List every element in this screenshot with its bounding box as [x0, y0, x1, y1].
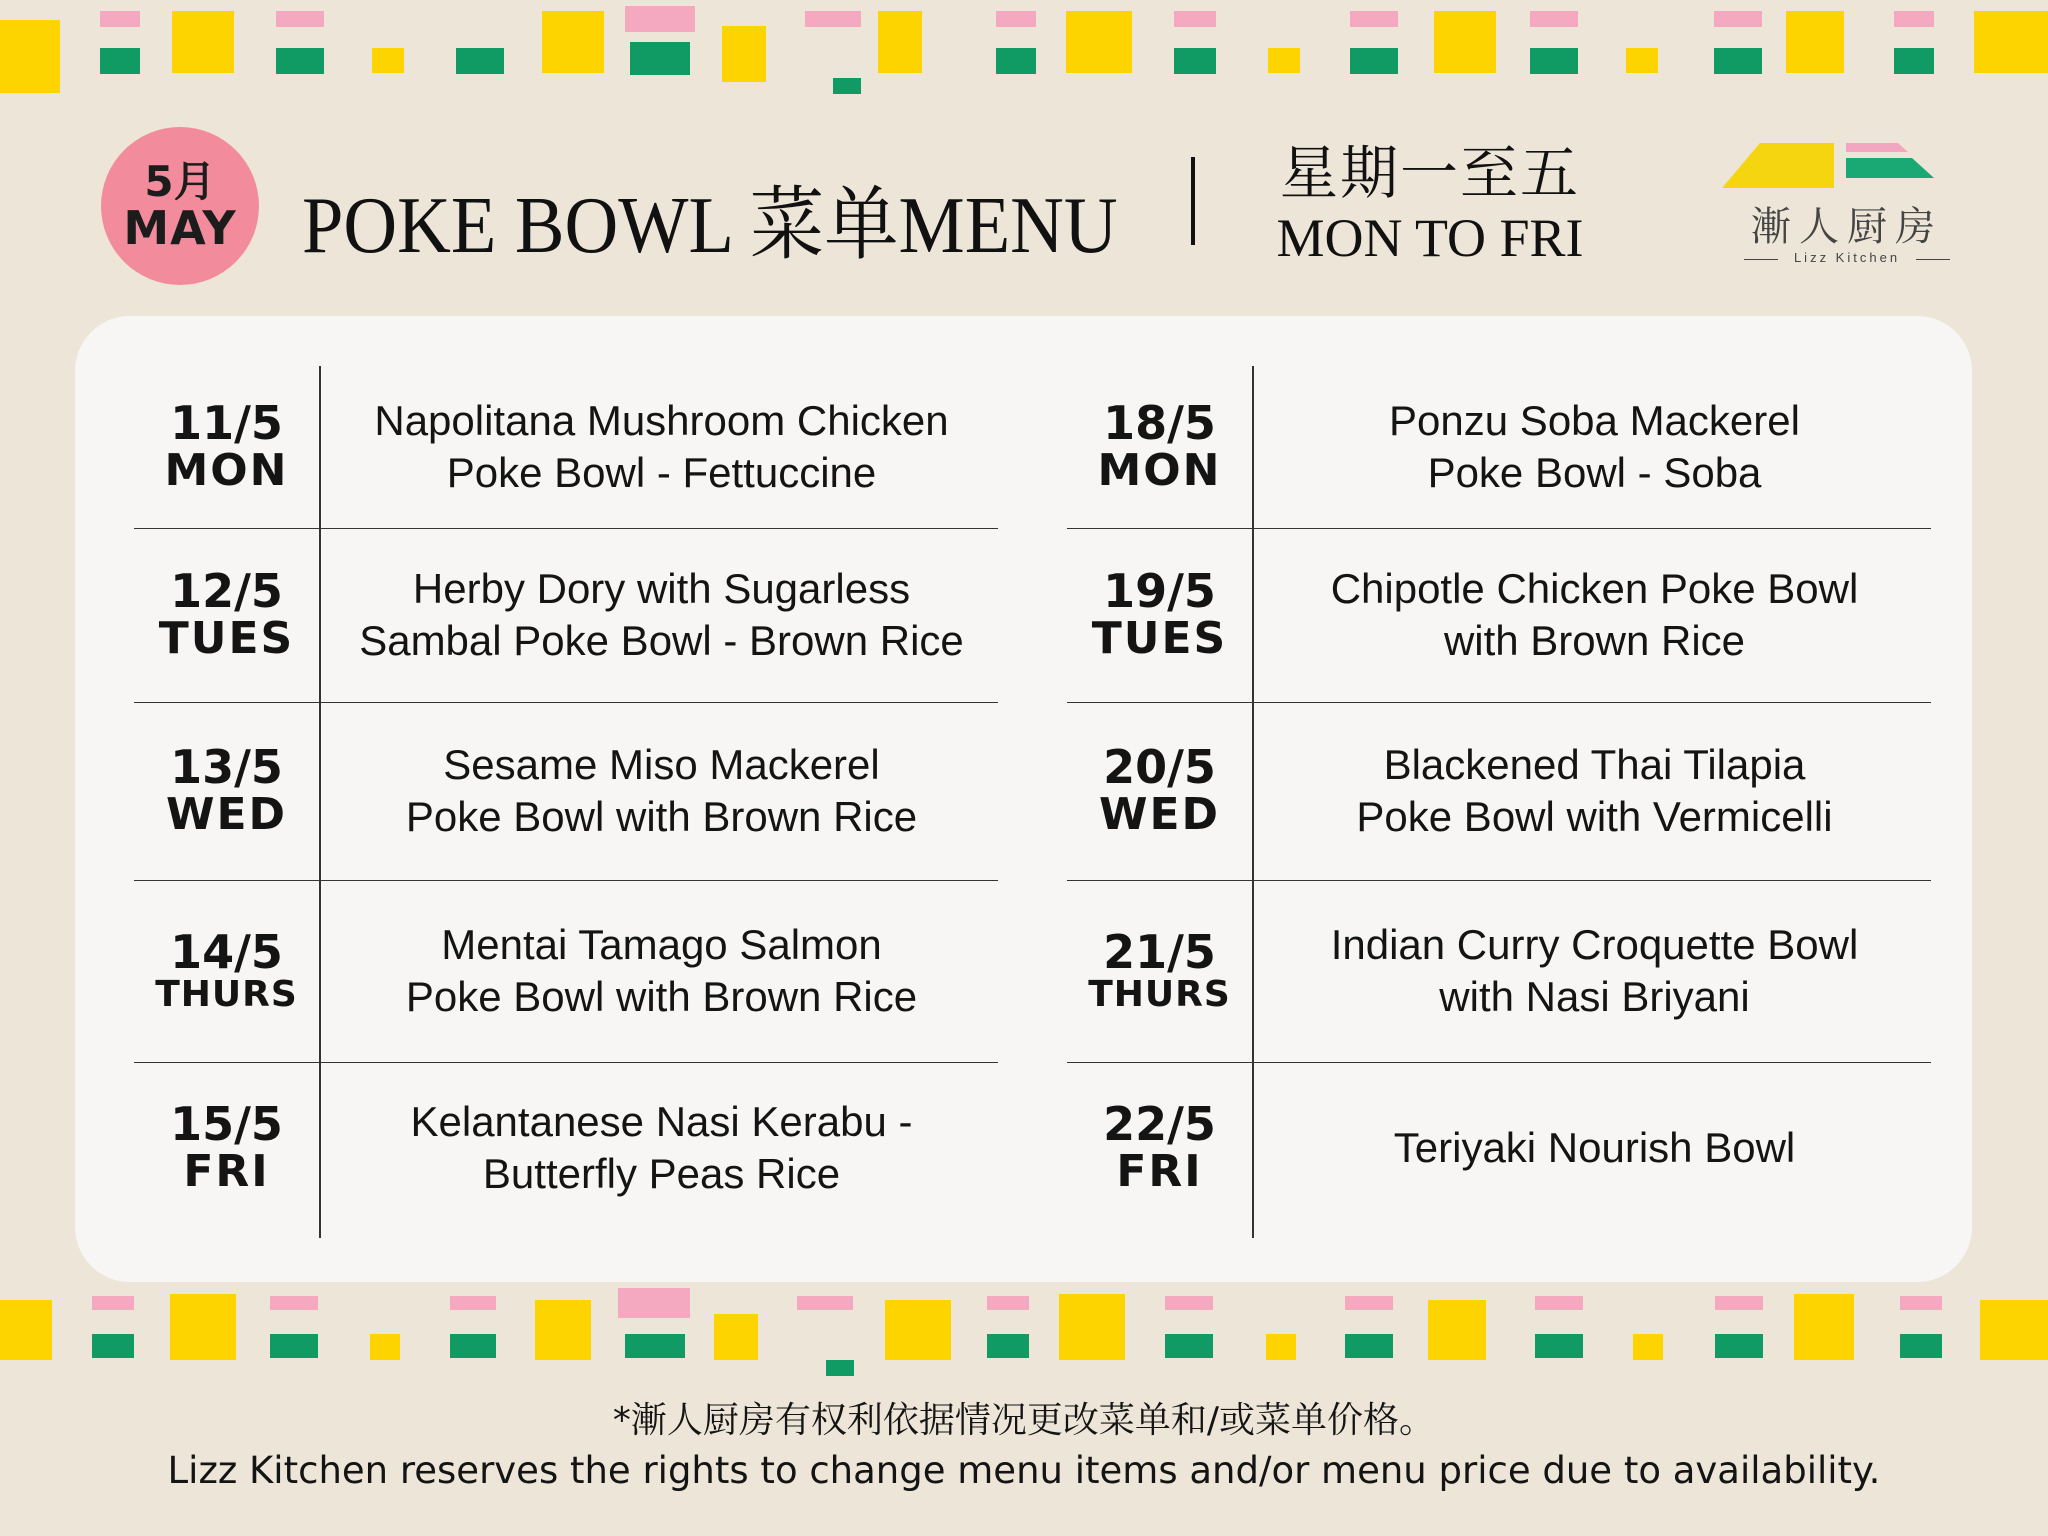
- menu-date-number: 11/5: [170, 396, 283, 451]
- logo-name-cn: 漸人厨房: [1751, 204, 1943, 250]
- pattern-block: [996, 48, 1036, 74]
- pattern-block: [1174, 48, 1216, 74]
- menu-date: [134, 528, 319, 702]
- menu-weekday: FRI: [183, 1146, 270, 1198]
- menu-date-number: 19/5: [1103, 564, 1216, 619]
- pattern-block: [0, 1300, 52, 1360]
- menu-dish-line: with Brown Rice: [1443, 617, 1746, 664]
- pattern-block: [722, 26, 766, 82]
- menu-date: [134, 1062, 319, 1234]
- pattern-block: [1633, 1334, 1663, 1360]
- pattern-block: [1626, 48, 1658, 73]
- menu-dish: [1262, 366, 1927, 528]
- pattern-block: [797, 1296, 853, 1310]
- pattern-block: [714, 1314, 758, 1360]
- menu-row: [1067, 1062, 1931, 1234]
- menu-date-number: 21/5: [1103, 924, 1216, 979]
- pattern-block: [1345, 1296, 1393, 1310]
- disclaimer-cn: *漸人厨房有权利依据情况更改菜单和/或菜单价格。: [612, 1400, 1436, 1441]
- logo-rule-right: [1916, 259, 1950, 260]
- menu-dish-line: Poke Bowl with Brown Rice: [405, 793, 918, 840]
- pattern-block: [1165, 1296, 1213, 1310]
- menu-date: [1067, 1062, 1252, 1234]
- menu-date-number: 15/5: [170, 1097, 283, 1152]
- pattern-block: [372, 48, 404, 73]
- days-label-en: MON TO FRI: [1276, 208, 1584, 268]
- menu-row: [1067, 880, 1931, 1063]
- pattern-block: [1900, 1296, 1942, 1310]
- menu-dish: [1262, 702, 1927, 880]
- pattern-block: [535, 1300, 591, 1360]
- days-label-cn: 星期一至五: [1279, 141, 1580, 206]
- pattern-block: [1894, 11, 1934, 27]
- pattern-block: [1428, 1300, 1486, 1360]
- pattern-block: [1894, 48, 1934, 74]
- menu-dish-line: Blackened Thai Tilapia: [1383, 741, 1806, 788]
- menu-row: [1067, 366, 1931, 529]
- menu-row: [134, 528, 998, 703]
- pattern-block: [1530, 11, 1578, 27]
- menu-date-number: 18/5: [1103, 396, 1216, 451]
- menu-dish: [329, 702, 994, 880]
- pattern-block: [1174, 11, 1216, 27]
- menu-weekday: WED: [1098, 789, 1221, 841]
- pattern-block: [1900, 1334, 1942, 1358]
- pattern-block: [1530, 48, 1578, 74]
- menu-weekday: MON: [164, 445, 289, 497]
- pattern-block: [885, 1300, 951, 1360]
- menu-dish-line: Kelantanese Nasi Kerabu -: [410, 1098, 913, 1145]
- month-badge-en: MAY: [123, 200, 237, 255]
- pattern-block: [172, 11, 234, 73]
- menu-weekday: MON: [1097, 445, 1222, 497]
- menu-date-number: 14/5: [170, 924, 283, 979]
- pattern-block: [100, 11, 140, 27]
- menu-dish: [1262, 1062, 1927, 1234]
- menu-card: [75, 316, 1972, 1282]
- menu-dish-line: Sambal Poke Bowl - Brown Rice: [359, 617, 964, 664]
- pattern-block: [1715, 1296, 1763, 1310]
- pattern-block: [987, 1296, 1029, 1310]
- disclaimer-en: Lizz Kitchen reserves the rights to change menu items and/or menu price due to availability.: [167, 1449, 1881, 1492]
- menu-dish-line: Napolitana Mushroom Chicken: [374, 397, 949, 444]
- menu-date: [1067, 366, 1252, 528]
- menu-weekday: THURS: [1088, 974, 1231, 1016]
- pattern-block: [450, 1296, 496, 1310]
- menu-dish: [329, 1062, 994, 1234]
- pattern-block: [170, 1294, 236, 1360]
- pattern-block: [1786, 11, 1844, 73]
- pattern-block: [1165, 1334, 1213, 1358]
- pattern-block: [456, 48, 504, 74]
- pattern-block: [1974, 11, 2048, 73]
- pattern-block: [625, 1334, 685, 1358]
- brand-logo: [1722, 138, 1972, 268]
- menu-row: [1067, 702, 1931, 881]
- month-badge: [101, 127, 259, 285]
- decorative-pattern-bottom: [0, 1288, 2048, 1383]
- menu-weekday: TUES: [158, 613, 295, 665]
- menu-dish-line: Poke Bowl - Soba: [1427, 449, 1762, 496]
- month-badge-cn: 5月: [144, 156, 216, 206]
- pattern-block: [92, 1334, 134, 1358]
- menu-dish: [1262, 528, 1927, 702]
- pattern-block: [1535, 1296, 1583, 1310]
- pattern-block: [100, 48, 140, 74]
- pattern-block: [1350, 48, 1398, 74]
- menu-dish-line: Ponzu Soba Mackerel: [1389, 397, 1800, 444]
- logo-mark-icon: [1722, 138, 1972, 198]
- pattern-block: [370, 1334, 400, 1360]
- pattern-block: [1714, 11, 1762, 27]
- pattern-block: [1715, 1334, 1763, 1358]
- logo-name-en: Lizz Kitchen: [1793, 250, 1901, 265]
- page-title: POKE BOWL 菜单MENU: [302, 182, 1118, 270]
- pattern-block: [1350, 11, 1398, 27]
- pattern-block: [1434, 11, 1496, 73]
- pattern-block: [270, 1334, 318, 1358]
- pattern-block: [1066, 11, 1132, 73]
- pattern-block: [805, 11, 861, 27]
- menu-dish-line: Chipotle Chicken Poke Bowl: [1330, 565, 1859, 612]
- pattern-block: [1345, 1334, 1393, 1358]
- pattern-block: [1535, 1334, 1583, 1358]
- pattern-block: [0, 20, 60, 93]
- menu-dish-line: Teriyaki Nourish Bowl: [1393, 1124, 1796, 1171]
- menu-date: [134, 880, 319, 1062]
- menu-dish-line: Herby Dory with Sugarless: [412, 565, 911, 612]
- pattern-block: [1794, 1294, 1854, 1360]
- pattern-block: [833, 78, 861, 94]
- header-divider: [1191, 157, 1195, 245]
- pattern-block: [92, 1296, 134, 1310]
- menu-row: [134, 880, 998, 1063]
- menu-date: [1067, 528, 1252, 702]
- menu-weekday: WED: [165, 789, 288, 841]
- pattern-block: [1268, 48, 1300, 73]
- menu-dish-line: Poke Bowl - Fettuccine: [446, 449, 877, 496]
- menu-date-number: 22/5: [1103, 1097, 1216, 1152]
- menu-row: [1067, 528, 1931, 703]
- pattern-block: [878, 11, 922, 73]
- menu-date: [1067, 702, 1252, 880]
- menu-dish-line: Indian Curry Croquette Bowl: [1330, 921, 1859, 968]
- menu-row: [134, 366, 998, 529]
- menu-dish: [329, 880, 994, 1062]
- menu-weekday: TUES: [1091, 613, 1228, 665]
- pattern-block: [1980, 1300, 2048, 1360]
- pattern-block: [542, 11, 604, 73]
- menu-date-number: 20/5: [1103, 740, 1216, 795]
- days-label: [1240, 140, 1620, 268]
- menu-date-number: 12/5: [170, 564, 283, 619]
- menu-dish-line: Poke Bowl with Vermicelli: [1356, 793, 1833, 840]
- pattern-block: [625, 6, 695, 32]
- menu-dish: [329, 366, 994, 528]
- menu-row: [134, 702, 998, 881]
- pattern-block: [987, 1334, 1029, 1358]
- menu-dish-line: Sesame Miso Mackerel: [443, 741, 880, 788]
- pattern-block: [450, 1334, 496, 1358]
- pattern-block: [1714, 48, 1762, 74]
- menu-date: [134, 366, 319, 528]
- pattern-block: [270, 1296, 318, 1310]
- menu-dish-line: Poke Bowl with Brown Rice: [405, 973, 918, 1020]
- menu-dish: [329, 528, 994, 702]
- menu-dish: [1262, 880, 1927, 1062]
- menu-dish-line: with Nasi Briyani: [1439, 973, 1750, 1020]
- pattern-block: [1266, 1334, 1296, 1360]
- menu-dish-line: Mentai Tamago Salmon: [441, 921, 882, 968]
- menu-date-number: 13/5: [170, 740, 283, 795]
- menu-weekday: FRI: [1116, 1146, 1203, 1198]
- menu-dish-line: Butterfly Peas Rice: [482, 1150, 841, 1197]
- pattern-block: [618, 1288, 690, 1318]
- pattern-block: [276, 11, 324, 27]
- pattern-block: [996, 11, 1036, 27]
- menu-row: [134, 1062, 998, 1234]
- disclaimer: [0, 1396, 2048, 1496]
- pattern-block: [826, 1360, 854, 1376]
- pattern-block: [1059, 1294, 1125, 1360]
- decorative-pattern-top: [0, 0, 2048, 95]
- pattern-block: [276, 48, 324, 74]
- menu-date: [1067, 880, 1252, 1062]
- pattern-block: [630, 42, 690, 75]
- menu-weekday: THURS: [155, 974, 298, 1016]
- menu-date: [134, 702, 319, 880]
